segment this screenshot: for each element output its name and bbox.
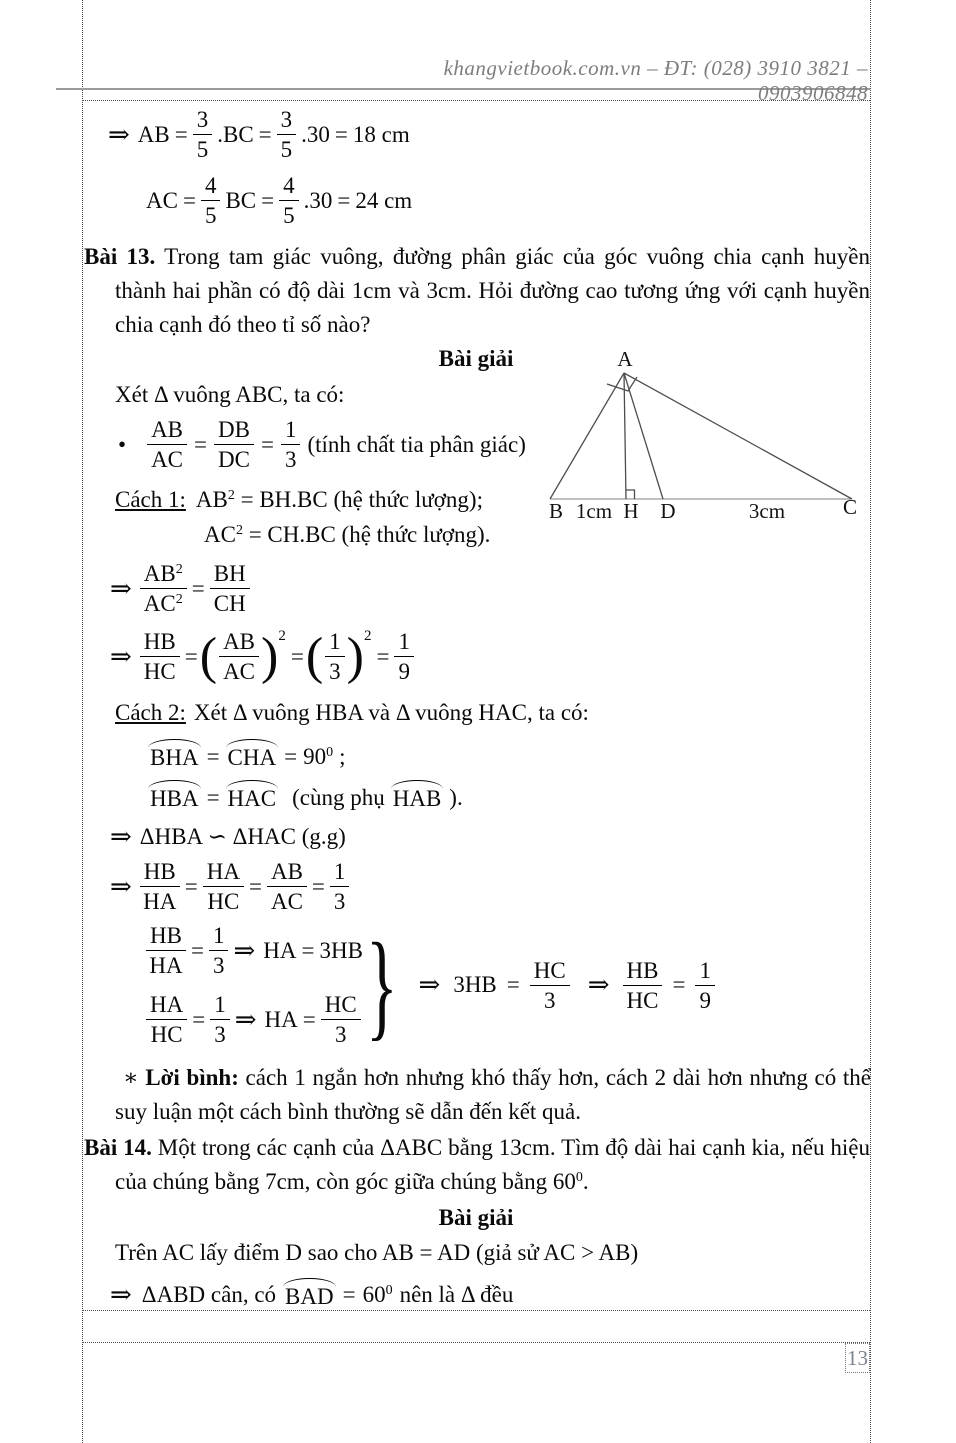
segment-dc-label: 3cm	[748, 499, 786, 523]
formula-ab	[108, 106, 410, 163]
remark-text: cách 1 ngắn hơn nhưng khó thấy hơn, cách 2 dài hơn nhưng có thể suy luận một cách bình thường sẽ dẫn đến kết quả.	[115, 1065, 872, 1124]
problem-13-text: Trong tam giác vuông, đường phân giác của góc vuông chia cạnh huyền thành hai phần có độ dài 1cm và 3cm. Hỏi đường cao tương ứng với cạnh huyền chia cạnh đó theo tỉ số nào?	[115, 244, 871, 337]
formula: $AB^2 = BH.BC$ (hệ thức lượng);	[195, 487, 483, 512]
close-note: ).	[449, 784, 463, 810]
fraction	[325, 628, 345, 685]
vertex-a-label: A	[617, 350, 633, 371]
system-rows	[146, 922, 363, 1049]
denominator: HC	[207, 889, 240, 915]
equals: =	[182, 187, 196, 213]
problem-14-statement	[84, 1131, 870, 1199]
altitude-ah	[624, 373, 626, 499]
numerator: $AB^2$	[140, 560, 187, 589]
equals: =	[248, 873, 262, 899]
angle-hac: HAC	[226, 783, 279, 812]
angle-value: $60^0$	[362, 1282, 393, 1307]
numerator: 1	[209, 922, 229, 951]
problem-13-label: Bài 13.	[84, 244, 156, 269]
similarity-statement: ΔHBA ∽ ΔHAC (g.g)	[139, 824, 346, 849]
term: AC	[146, 187, 178, 213]
implies-symbol: ⇒	[587, 970, 610, 1000]
implies-symbol: ⇒	[110, 1280, 132, 1309]
text: nên là Δ đều	[399, 1282, 514, 1307]
equals: =	[206, 743, 220, 769]
denominator: $AC^2$	[143, 591, 183, 617]
page-number: 13	[847, 1345, 868, 1370]
side-ac	[624, 373, 852, 499]
equals: =	[284, 743, 298, 769]
equals: =	[376, 643, 390, 669]
numerator: AB	[219, 628, 259, 657]
superscript: 2	[363, 628, 372, 644]
term: HA	[264, 1006, 298, 1032]
superscript: 0	[326, 744, 334, 760]
equals: =	[311, 873, 325, 899]
denominator: 3	[284, 447, 297, 473]
superscript: 0	[575, 1170, 583, 1185]
equals: =	[301, 937, 315, 963]
equals: =	[174, 121, 188, 147]
equals: =	[184, 643, 198, 669]
implies-symbol: ⇒	[110, 641, 132, 671]
superscript: 2	[175, 562, 183, 577]
close-paren: )	[346, 627, 364, 685]
numerator: BH	[210, 560, 250, 589]
system-row-2	[146, 991, 363, 1048]
fraction	[201, 172, 221, 229]
term: .30	[303, 187, 333, 213]
term: 3HB	[453, 972, 497, 998]
formula: $AC^2 = CH.BC$ (hệ thức lượng).	[204, 522, 491, 547]
period: .	[582, 1169, 589, 1194]
term: AB	[137, 121, 170, 147]
superscript: 2	[227, 488, 235, 503]
equals: =	[302, 1006, 316, 1032]
denominator: 5	[204, 203, 217, 229]
page-number-box	[845, 1343, 870, 1373]
fraction	[146, 922, 186, 979]
numerator: HB	[146, 922, 186, 951]
method-1-label: Cách 1:	[115, 487, 186, 512]
denominator: 5	[280, 137, 293, 163]
numerator: HC	[321, 991, 361, 1020]
denominator: 5	[283, 203, 295, 229]
equals: =	[506, 972, 520, 998]
fraction	[279, 172, 299, 229]
denominator: AC	[223, 659, 256, 685]
fraction	[219, 628, 259, 685]
fraction	[214, 416, 254, 473]
angle-bad: BAD	[283, 1281, 336, 1310]
triangle-diagram	[545, 350, 875, 525]
denominator: 3	[543, 987, 556, 1013]
equals: =	[260, 431, 274, 457]
numerator: HB	[140, 628, 180, 657]
step-final-ratio	[110, 628, 414, 685]
denominator: HC	[150, 1022, 183, 1048]
side-ab	[550, 373, 624, 499]
ratio-note: (tính chất tia phân giác)	[307, 431, 526, 457]
problem-14-label: Bài 14.	[84, 1135, 152, 1160]
implies-symbol: ⇒	[108, 119, 130, 149]
fraction	[623, 957, 663, 1014]
vertex-c-label: C	[842, 495, 858, 519]
angle-line-1	[148, 742, 345, 771]
implies-symbol: ⇒	[110, 822, 132, 851]
angle-bha: BHA	[148, 742, 201, 771]
problem-14-text: Một trong các cạnh của ΔABC bằng 13cm. Tìm độ dài hai cạnh kia, nếu hiệu của chúng bằng 7cm, còn góc giữa chúng bằng	[115, 1135, 870, 1194]
denominator: 3	[214, 1022, 226, 1048]
numerator: 1	[695, 957, 715, 986]
right-border-line	[870, 0, 871, 1443]
denominator: HA	[143, 889, 177, 915]
numerator: AB	[147, 416, 187, 445]
denominator: DC	[218, 447, 250, 473]
superscript: 2	[278, 628, 286, 644]
vertex-h-label: H	[623, 499, 639, 523]
denominator: 3	[334, 1022, 347, 1048]
denominator: HC	[143, 659, 176, 685]
remark-label: Lời bình:	[145, 1065, 239, 1090]
fraction	[210, 991, 230, 1048]
denominator: 9	[699, 987, 711, 1013]
implies-symbol: ⇒	[418, 970, 441, 1000]
numerator: 1	[330, 858, 350, 887]
angle-line-2	[148, 783, 463, 812]
fraction	[267, 858, 307, 915]
equals: =	[184, 873, 198, 899]
numerator: 4	[201, 172, 221, 201]
equals: =	[191, 575, 205, 601]
fraction	[321, 991, 361, 1048]
numerator: 1	[394, 628, 414, 657]
angle-value: $90^0$	[303, 743, 334, 769]
header-site-info: khangvietbook.com.vn – ĐT: (028) 3910 3821 – 0903906848	[443, 56, 868, 105]
solution-heading-13: Bài giải	[438, 346, 514, 371]
triangle-lines	[550, 373, 852, 499]
denominator: 3	[212, 953, 225, 979]
fraction	[203, 858, 244, 915]
method-2-label: Cách 2:	[115, 700, 186, 725]
denominator: HA	[149, 953, 183, 979]
remark-paragraph	[115, 1061, 871, 1129]
angle-cha: CHA	[226, 742, 279, 771]
fraction	[530, 957, 570, 1014]
numerator: AB	[267, 858, 307, 887]
implies-symbol: ⇒	[110, 871, 132, 901]
equals: =	[261, 187, 275, 213]
fraction	[147, 416, 187, 473]
numerator: 3	[193, 106, 213, 135]
fraction	[277, 106, 297, 163]
numerator: HC	[530, 957, 570, 986]
denominator: AC	[151, 447, 184, 473]
fraction	[140, 858, 180, 915]
right-angle-mark-a	[607, 377, 637, 391]
bullet-icon: •	[118, 431, 127, 457]
method-1-line-1	[115, 487, 483, 513]
numerator: 3	[277, 106, 297, 135]
result: 24 cm	[355, 187, 413, 213]
angle-hab: HAB	[391, 783, 444, 812]
implies-symbol: ⇒	[233, 935, 256, 965]
fraction	[281, 416, 301, 473]
fraction	[140, 560, 187, 617]
term: BC	[225, 187, 257, 213]
equals: =	[334, 121, 348, 147]
step-squared-ratio	[110, 560, 250, 617]
equals: =	[672, 972, 686, 998]
fraction	[146, 991, 187, 1048]
denominator: HC	[626, 987, 659, 1013]
right-angle-mark-h	[626, 490, 635, 499]
denominator: 3	[329, 659, 341, 685]
numerator: DB	[214, 416, 254, 445]
close-paren: )	[261, 627, 279, 685]
equals: =	[190, 937, 204, 963]
denominator: 3	[333, 889, 346, 915]
solution-14-line-1: Trên AC lấy điểm D sao cho AB = AD (giả sử AC > AB)	[115, 1240, 639, 1265]
denominator: CH	[213, 591, 246, 617]
segment-bh-label: 1cm	[575, 499, 613, 523]
term: .BC	[217, 121, 254, 147]
formula-ac	[146, 172, 412, 229]
numerator: HA	[146, 991, 187, 1020]
fraction	[394, 628, 414, 685]
numerator: 1	[325, 628, 345, 657]
implies-symbol: ⇒	[234, 1004, 257, 1034]
text: ΔABD cân, có	[141, 1282, 277, 1307]
equation-system	[146, 918, 715, 1052]
equals: =	[192, 1006, 206, 1032]
equals: =	[194, 431, 207, 457]
term: HA	[263, 937, 297, 963]
numerator: HB	[140, 858, 180, 887]
denominator: 5	[196, 137, 209, 163]
superscript: 0	[385, 1283, 393, 1298]
numerator: HB	[623, 957, 663, 986]
fraction	[140, 628, 180, 685]
equals: =	[337, 187, 351, 213]
numerator: 4	[279, 172, 299, 201]
system-brace: }	[365, 918, 398, 1052]
ratio-line	[118, 416, 526, 473]
system-row-1	[146, 922, 363, 979]
numerator: HA	[203, 858, 244, 887]
fraction	[210, 560, 250, 617]
open-paren: (	[305, 627, 324, 685]
open-paren: (	[199, 627, 218, 685]
problem-13-statement	[84, 240, 870, 342]
consider-line: Xét Δ vuông ABC, ta có:	[115, 382, 345, 407]
fraction	[193, 106, 213, 163]
equals: =	[258, 121, 272, 147]
content-bottom-border	[82, 1310, 870, 1311]
fraction	[695, 957, 715, 1014]
superscript: 2	[235, 523, 243, 538]
vertex-b-label: B	[548, 499, 564, 523]
implies-symbol: ⇒	[110, 573, 132, 603]
numerator: 1	[281, 416, 301, 445]
method-1-line-2	[204, 522, 490, 548]
equals: =	[206, 784, 220, 810]
similarity-line	[110, 822, 346, 852]
degree-value: 60	[552, 1169, 576, 1194]
term: 3HB	[319, 937, 363, 963]
solution-heading-14: Bài giải	[438, 1205, 514, 1230]
method-2-line	[115, 700, 589, 726]
asterisk: ∗	[123, 1065, 139, 1090]
numerator: 1	[210, 991, 230, 1020]
vertex-d-label: D	[660, 499, 676, 523]
semicolon: ;	[339, 743, 346, 769]
denominator: 9	[398, 659, 410, 685]
method-2-text: Xét Δ vuông HBA và Δ vuông HAC, ta có:	[193, 700, 589, 725]
result: 18 cm	[352, 121, 410, 147]
angle-hba: HBA	[148, 783, 201, 812]
equals: =	[290, 643, 304, 669]
angle-note: (cùng phụ	[292, 784, 385, 810]
fraction	[330, 858, 350, 915]
footer-top-border	[82, 1342, 870, 1343]
denominator: AC	[270, 889, 303, 915]
solution-14-line-2	[110, 1280, 513, 1310]
ratio-chain-line	[110, 858, 349, 915]
term: .30	[301, 121, 330, 147]
superscript: 2	[175, 592, 183, 608]
equals: =	[342, 1282, 356, 1307]
fraction	[209, 922, 229, 979]
